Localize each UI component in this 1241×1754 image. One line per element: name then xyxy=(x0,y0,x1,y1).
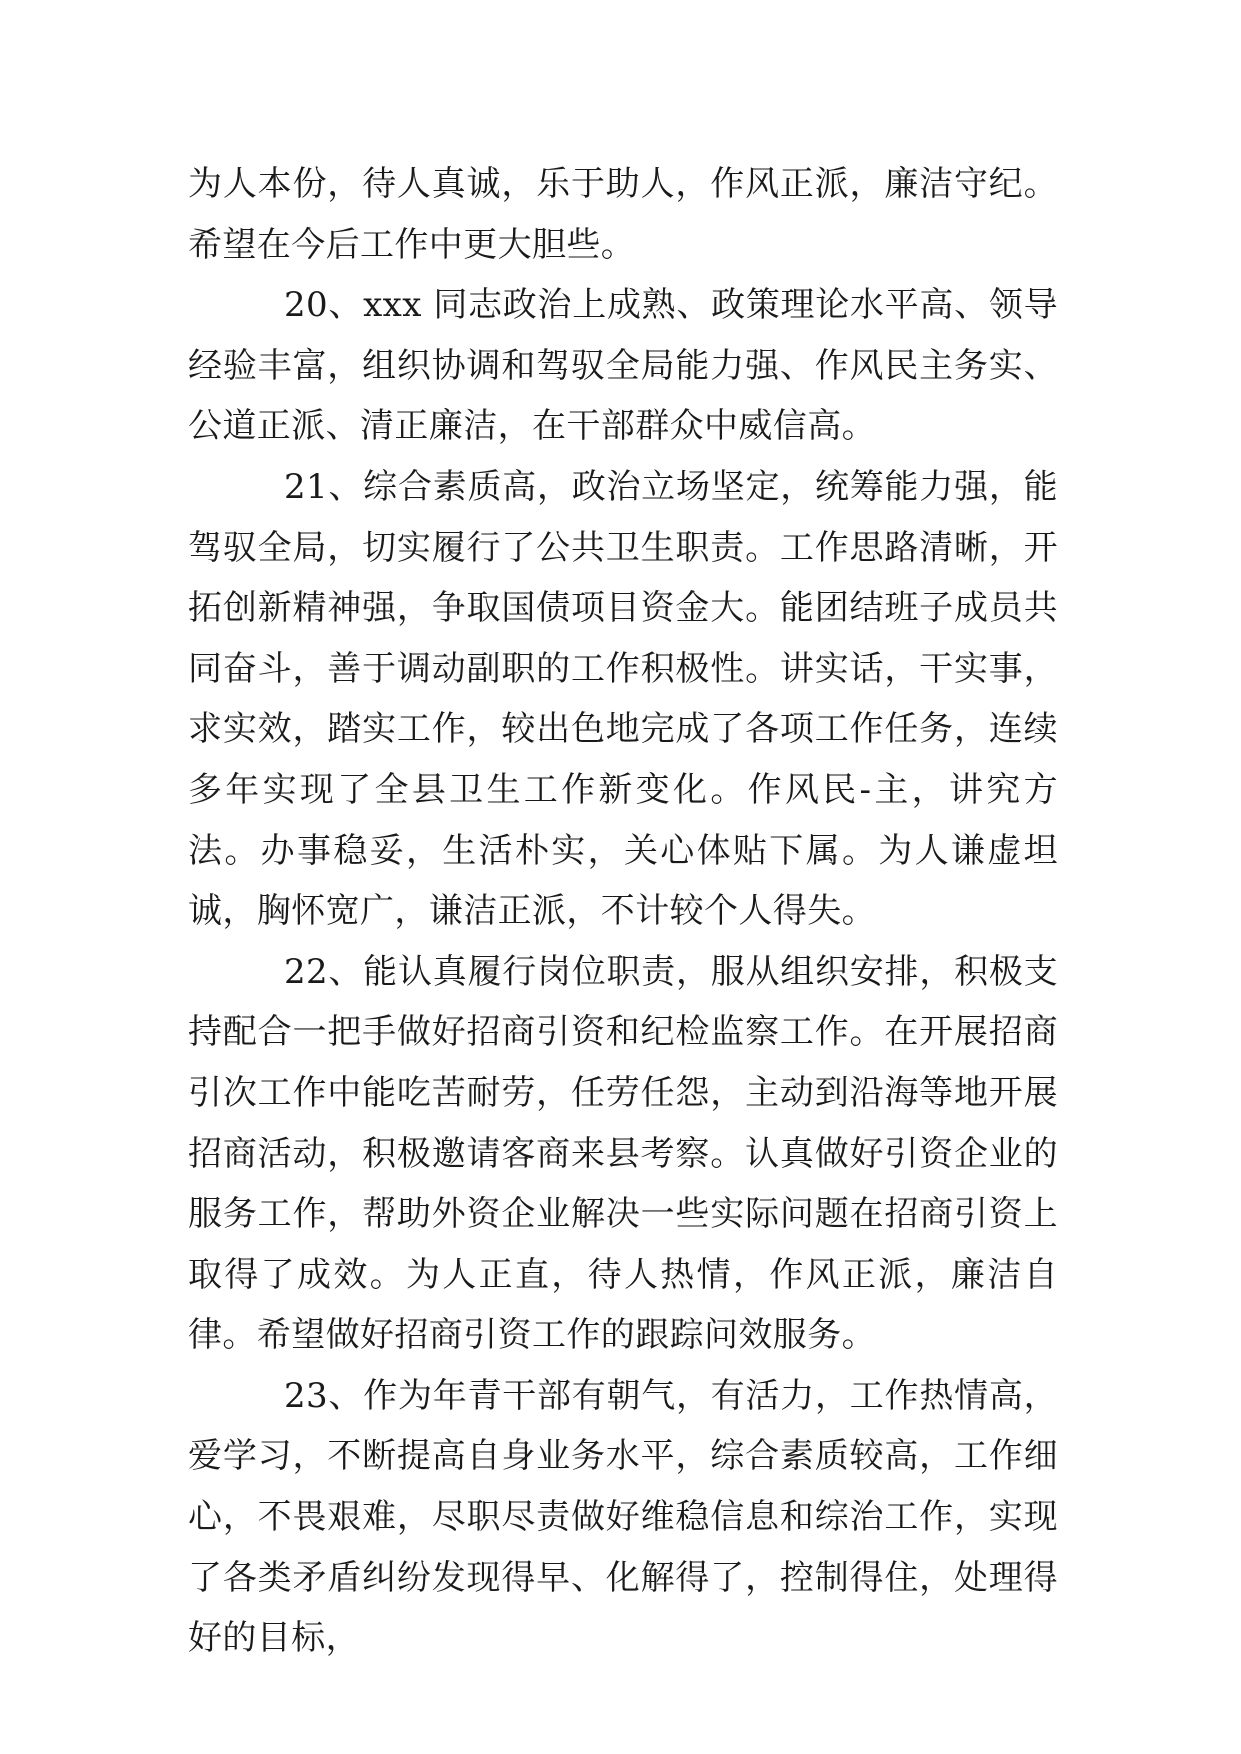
paragraph-23: 23、作为年青干部有朝气，有活力，工作热情高，爱学习，不断提高自身业务水平，综合素质较高，工作细心，不畏艰难，尽职尽责做好维稳信息和综治工作，实现了各类矛盾纠纷发现得早、化解得了，控制得住，处理得好的目标， xyxy=(188,1375,1058,1659)
paragraph-continued: 为人本份，待人真诚，乐于助人，作风正派，廉洁守纪。希望在今后工作中更大胆些。 xyxy=(188,164,1058,265)
paragraph-21: 21、综合素质高，政治立场坚定，统筹能力强，能驾驭全局，切实履行了公共卫生职责。工作思路清晰，开拓创新精神强，争取国债项目资金大。能团结班子成员共同奋斗，善于调动副职的工作积极性。讲实话，干实事，求实效，踏实工作，较出色地完成了各项工作任务，连续多年实现了全县卫生工作新变化。作风民-主，讲究方法。办事稳妥，生活朴实，关心体贴下属。为人谦虚坦诚，胸怀宽广，谦洁正派，不计较个人得失。 xyxy=(188,466,1058,932)
document-body xyxy=(188,154,1058,1669)
paragraph-20: 20、xxx 同志政治上成熟、政策理论水平高、领导经验丰富，组织协调和驾驭全局能力强、作风民主务实、公道正派、清正廉洁，在干部群众中威信高。 xyxy=(188,285,1058,447)
paragraph-22: 22、能认真履行岗位职责，服从组织安排，积极支持配合一把手做好招商引资和纪检监察工作。在开展招商引次工作中能吃苦耐劳，任劳任怨，主动到沿海等地开展招商活动，积极邀请客商来县考察。认真做好引资企业的服务工作，帮助外资企业解决一些实际问题在招商引资上取得了成效。为人正直，待人热情，作风正派，廉洁自律。希望做好招商引资工作的跟踪问效服务。 xyxy=(188,951,1058,1356)
